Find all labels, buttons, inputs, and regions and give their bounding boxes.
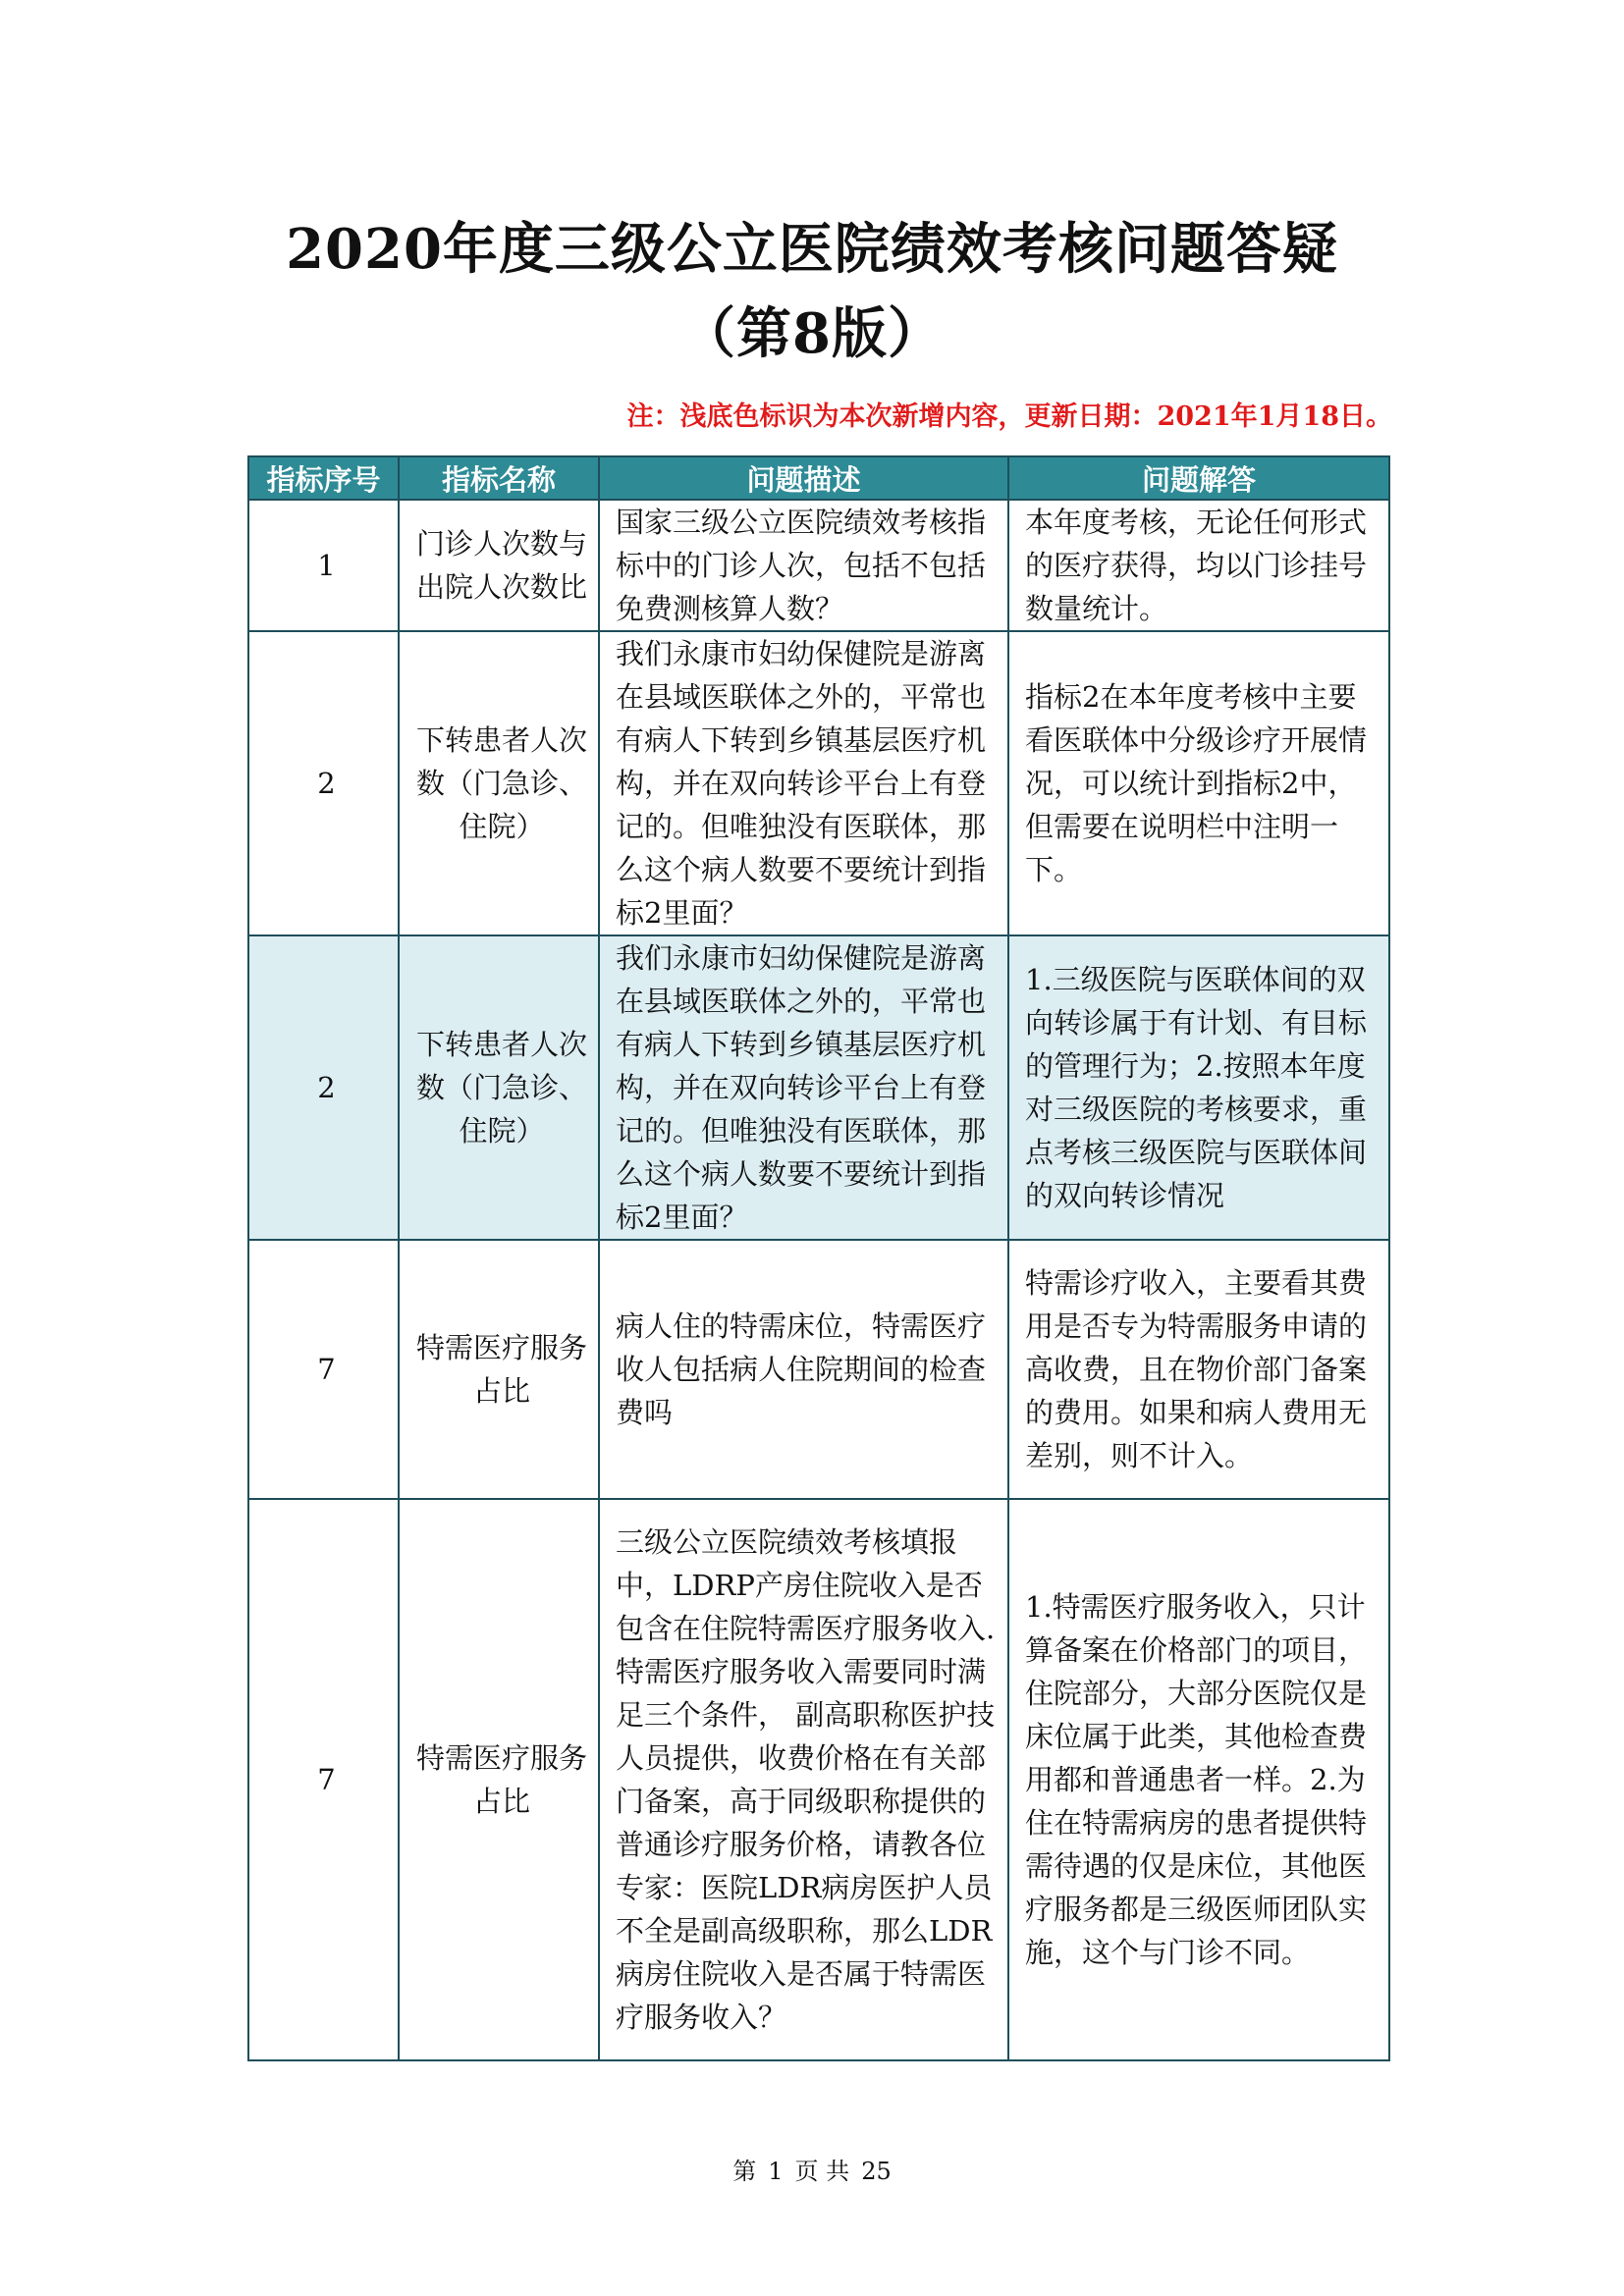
footer-middle: 页 共	[794, 2158, 850, 2185]
page-footer	[0, 2152, 1624, 2186]
cell-indicator-name: 特需医疗服务占比	[399, 1240, 599, 1499]
header-question: 问题描述	[599, 456, 1008, 500]
qa-table	[247, 455, 1390, 2061]
cell-answer: 指标2在本年度考核中主要看医联体中分级诊疗开展情况，可以统计到指标2中，但需要在说明栏中注明一下。	[1008, 631, 1389, 935]
cell-question: 国家三级公立医院绩效考核指标中的门诊人次，包括不包括免费测核算人数？	[599, 500, 1008, 631]
table-header-row	[248, 456, 1389, 500]
cell-indicator-number: 1	[248, 500, 399, 631]
table-row	[248, 631, 1389, 935]
table-row-highlighted	[248, 935, 1389, 1240]
cell-indicator-name: 下转患者人次数（门急诊、住院）	[399, 935, 599, 1240]
footer-total-pages: 25	[861, 2158, 892, 2185]
cell-indicator-name: 门诊人次数与出院人次数比	[399, 500, 599, 631]
table-row	[248, 1240, 1389, 1499]
cell-answer: 1.三级医院与医联体间的双向转诊属于有计划、有目标的管理行为；2.按照本年度对三级医院的考核要求，重点考核三级医院与医联体间的双向转诊情况	[1008, 935, 1389, 1240]
cell-indicator-number: 2	[248, 935, 399, 1240]
cell-question: 病人住的特需床位，特需医疗收人包括病人住院期间的检查费吗	[599, 1240, 1008, 1499]
update-note: 注：浅底色标识为本次新增内容，更新日期：2021年1月18日。	[626, 401, 1392, 432]
cell-question: 我们永康市妇幼保健院是游离在县域医联体之外的，平常也有病人下转到乡镇基层医疗机构，并在双向转诊平台上有登记的。但唯独没有医联体，那么这个病人数要不要统计到指标2里面？	[599, 935, 1008, 1240]
cell-question: 我们永康市妇幼保健院是游离在县域医联体之外的，平常也有病人下转到乡镇基层医疗机构，并在双向转诊平台上有登记的。但唯独没有医联体，那么这个病人数要不要统计到指标2里面？	[599, 631, 1008, 935]
cell-answer: 特需诊疗收入，主要看其费用是否专为特需服务申请的高收费，且在物价部门备案的费用。如果和病人费用无差别，则不计入。	[1008, 1240, 1389, 1499]
document-subtitle-version: （第8版）	[680, 301, 944, 366]
cell-question: 三级公立医院绩效考核填报中，LDRP产房住院收入是否包含在住院特需医疗服务收入.特需医疗服务收入需要同时满足三个条件， 副高职称医护技人员提供，收费价格在有关部门备案，高于同级职称提供的普通诊疗服务价格，请教各位专家：医院LDR病房医护人员不全是副高级职称，那么LDR病房住院收入是否属于特需医疗服务收入？	[599, 1499, 1008, 2060]
header-indicator-name: 指标名称	[399, 456, 599, 500]
cell-indicator-name: 特需医疗服务占比	[399, 1499, 599, 2060]
cell-indicator-number: 7	[248, 1240, 399, 1499]
table-row	[248, 500, 1389, 631]
cell-answer: 1.特需医疗服务收入，只计算备案在价格部门的项目，住院部分，大部分医院仅是床位属于此类，其他检查费用都和普通患者一样。2.为住在特需病房的患者提供特需待遇的仅是床位，其他医疗服务都是三级医师团队实施，这个与门诊不同。	[1008, 1499, 1389, 2060]
cell-answer: 本年度考核，无论任何形式的医疗获得，均以门诊挂号数量统计。	[1008, 500, 1389, 631]
header-answer: 问题解答	[1008, 456, 1389, 500]
cell-indicator-number: 2	[248, 631, 399, 935]
cell-indicator-number: 7	[248, 1499, 399, 2060]
cell-indicator-name: 下转患者人次数（门急诊、住院）	[399, 631, 599, 935]
footer-page-number: 1	[768, 2158, 784, 2185]
header-indicator-number: 指标序号	[248, 456, 399, 500]
footer-prefix: 第	[732, 2158, 757, 2185]
document-title: 2020年度三级公立医院绩效考核问题答疑	[286, 217, 1338, 282]
table-row	[248, 1499, 1389, 2060]
